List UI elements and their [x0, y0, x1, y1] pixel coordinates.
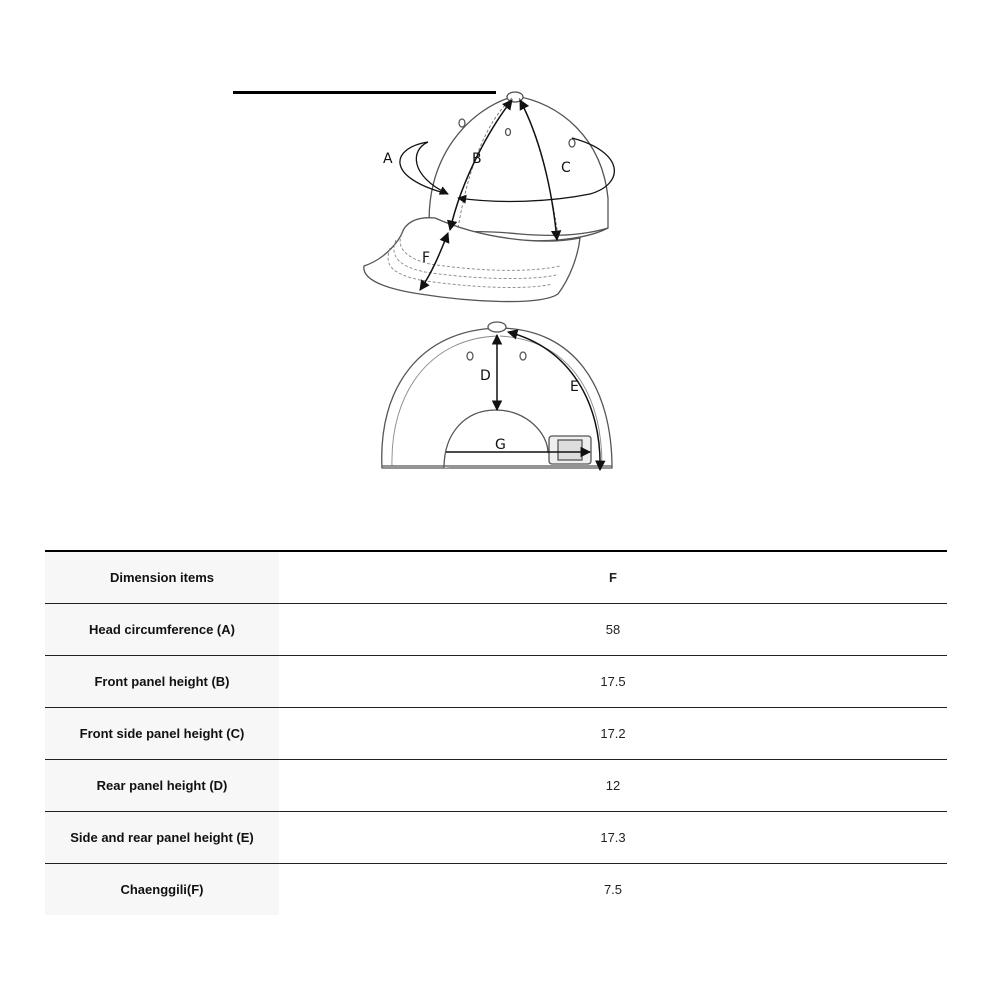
row-value: 7.5: [279, 863, 947, 915]
row-value: 17.2: [279, 707, 947, 759]
table-header-row: [45, 551, 947, 603]
row-label: Front panel height (B): [45, 655, 279, 707]
row-label: Rear panel height (D): [45, 759, 279, 811]
label-f: F: [422, 250, 431, 266]
label-g: G: [495, 437, 506, 453]
row-label: Chaenggili(F): [45, 863, 279, 915]
header-label-cell: Dimension items: [45, 551, 279, 603]
label-b: B: [472, 151, 482, 167]
row-value: 58: [279, 603, 947, 655]
header-size-cell: F: [279, 551, 947, 603]
table-row: [45, 811, 947, 863]
label-e: E: [570, 379, 579, 395]
row-label: Head circumference (A): [45, 603, 279, 655]
row-value: 17.3: [279, 811, 947, 863]
row-label: Front side panel height (C): [45, 707, 279, 759]
row-label: Side and rear panel height (E): [45, 811, 279, 863]
row-value: 17.5: [279, 655, 947, 707]
label-a: A: [383, 151, 393, 167]
table-row: [45, 707, 947, 759]
row-value: 12: [279, 759, 947, 811]
cap-measurement-diagram: [340, 88, 640, 488]
table-row: [45, 759, 947, 811]
label-d: D: [480, 368, 491, 384]
table-row: [45, 863, 947, 915]
size-table: [45, 550, 947, 915]
cap-diagram-svg: [340, 88, 640, 488]
label-c: C: [561, 160, 571, 176]
table-row: [45, 603, 947, 655]
table-row: [45, 655, 947, 707]
